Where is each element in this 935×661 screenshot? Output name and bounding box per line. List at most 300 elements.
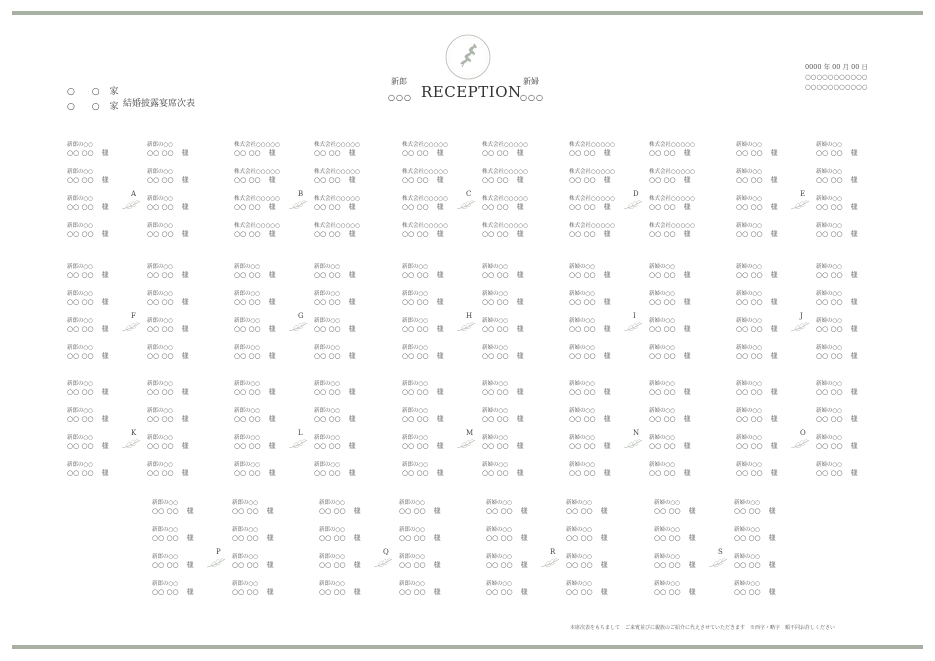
guest-name: [402, 271, 460, 280]
guest-name-text: ○○ ○○: [482, 203, 509, 211]
guest-affiliation: 新郎の○○: [232, 527, 259, 533]
guest-name: [314, 469, 372, 478]
guest-name: [67, 325, 125, 334]
guest-seat: [649, 435, 707, 451]
guest-seat: [736, 291, 794, 307]
guest-honorific: 様: [683, 388, 691, 396]
guest-seat: [67, 318, 125, 334]
guest-name: [649, 176, 707, 185]
guest-honorific: 様: [516, 325, 524, 333]
guest-affiliation: 新郎の○○: [147, 196, 174, 202]
family-row: ○ ○ 家: [67, 102, 119, 112]
guest-seat: [314, 142, 372, 158]
guest-affiliation: 新婦の○○: [736, 318, 763, 324]
table-g: [234, 264, 384, 374]
guest-seat: [816, 169, 874, 185]
guest-name-text: ○○ ○○: [147, 415, 174, 423]
guest-seat: [569, 408, 627, 424]
guest-name-text: ○○ ○○: [232, 507, 259, 515]
table-o: [736, 381, 886, 491]
guest-honorific: 様: [101, 176, 109, 184]
guest-seat: [649, 462, 707, 478]
guest-affiliation: 新郎の○○: [147, 435, 174, 441]
guest-affiliation: 新婦の○○: [654, 581, 681, 587]
guest-honorific: 様: [101, 203, 109, 211]
guest-honorific: 様: [770, 230, 778, 238]
guest-name: [234, 271, 292, 280]
guest-affiliation: 新郎の○○: [402, 318, 429, 324]
guest-seat: [566, 500, 624, 516]
guest-name-text: ○○ ○○: [482, 469, 509, 477]
guest-affiliation: 新婦の○○: [569, 345, 596, 351]
leaf-branch-icon: [121, 197, 141, 211]
guest-honorific: 様: [101, 271, 109, 279]
guest-name: [147, 176, 205, 185]
guest-name-text: ○○ ○○: [314, 203, 341, 211]
guest-name: [67, 203, 125, 212]
guest-affiliation: 新婦の○○: [569, 408, 596, 414]
guest-name: [152, 507, 210, 516]
guest-honorific: 様: [768, 507, 776, 515]
guest-name-text: ○○ ○○: [67, 176, 94, 184]
guest-affiliation: 新郎の○○: [319, 500, 346, 506]
guest-name-text: ○○ ○○: [152, 561, 179, 569]
guest-name: [232, 534, 290, 543]
guest-honorific: 様: [603, 352, 611, 360]
guest-honorific: 様: [268, 388, 276, 396]
guest-seat: [736, 381, 794, 397]
guest-honorific: 様: [181, 325, 189, 333]
guest-honorific: 様: [186, 507, 194, 515]
guest-name: [147, 388, 205, 397]
guest-name-text: ○○ ○○: [654, 507, 681, 515]
guest-name-text: ○○ ○○: [147, 325, 174, 333]
guest-name-text: ○○ ○○: [569, 298, 596, 306]
guest-affiliation: 新郎の○○: [314, 345, 341, 351]
guest-honorific: 様: [516, 469, 524, 477]
guest-seat: [654, 527, 712, 543]
guest-honorific: 様: [101, 298, 109, 306]
guest-name-text: ○○ ○○: [234, 415, 261, 423]
guest-name-text: ○○ ○○: [147, 352, 174, 360]
guest-name: [402, 298, 460, 307]
guest-honorific: 様: [353, 507, 361, 515]
guest-name: [402, 388, 460, 397]
guest-honorific: 様: [436, 469, 444, 477]
guest-honorific: 様: [770, 149, 778, 157]
guest-name: [816, 176, 874, 185]
guest-name: [816, 298, 874, 307]
guest-honorific: 様: [181, 442, 189, 450]
guest-honorific: 様: [516, 352, 524, 360]
guest-seat: [314, 223, 372, 239]
guest-affiliation: 新婦の○○: [736, 462, 763, 468]
guest-honorific: 様: [603, 469, 611, 477]
guest-honorific: 様: [770, 271, 778, 279]
guest-seat: [67, 264, 125, 280]
guest-name-text: ○○ ○○: [402, 149, 429, 157]
guest-seat: [67, 408, 125, 424]
guest-seat: [234, 318, 292, 334]
page-title: RECEPTION: [421, 83, 522, 101]
guest-name: [569, 388, 627, 397]
guest-name-text: ○○ ○○: [67, 149, 94, 157]
guest-honorific: 様: [101, 149, 109, 157]
leaf-branch-icon: [790, 436, 810, 450]
leaf-branch-icon: [708, 555, 728, 569]
guest-honorific: 様: [516, 271, 524, 279]
guest-name-text: ○○ ○○: [67, 415, 94, 423]
guest-affiliation: 新婦の○○: [566, 500, 593, 506]
guest-honorific: 様: [268, 415, 276, 423]
guest-name: [816, 469, 874, 478]
table-label: P: [216, 548, 221, 556]
guest-name-text: ○○ ○○: [402, 388, 429, 396]
table-label: S: [718, 548, 723, 556]
guest-honorific: 様: [768, 534, 776, 542]
guest-affiliation: 新婦の○○: [654, 554, 681, 560]
guest-name-text: ○○ ○○: [314, 298, 341, 306]
guest-seat: [67, 196, 125, 212]
guest-name-text: ○○ ○○: [319, 534, 346, 542]
bride-name-block: [520, 76, 544, 102]
guest-name: [67, 388, 125, 397]
guest-honorific: 様: [688, 561, 696, 569]
guest-name-text: ○○ ○○: [736, 271, 763, 279]
guest-name-text: ○○ ○○: [402, 176, 429, 184]
guest-affiliation: 新婦の○○: [736, 381, 763, 387]
guest-seat: [147, 435, 205, 451]
guest-name: [486, 534, 544, 543]
guest-affiliation: 新郎の○○: [152, 500, 179, 506]
table-label: F: [131, 312, 136, 320]
guest-honorific: 様: [268, 176, 276, 184]
guest-name-text: ○○ ○○: [234, 325, 261, 333]
guest-name-text: ○○ ○○: [67, 469, 94, 477]
guest-seat: [234, 291, 292, 307]
guest-name: [736, 469, 794, 478]
guest-seat: [314, 435, 372, 451]
guest-name-text: ○○ ○○: [67, 352, 94, 360]
guest-seat: [816, 345, 874, 361]
guest-name-text: ○○ ○○: [482, 415, 509, 423]
guest-name-text: ○○ ○○: [734, 561, 761, 569]
guest-name: [147, 415, 205, 424]
top-border-bar: [12, 11, 923, 15]
guest-name: [482, 415, 540, 424]
guest-name-text: ○○ ○○: [482, 176, 509, 184]
guest-name-text: ○○ ○○: [482, 442, 509, 450]
guest-seat: [402, 196, 460, 212]
guest-name-text: ○○ ○○: [649, 325, 676, 333]
guest-honorific: 様: [436, 298, 444, 306]
guest-honorific: 様: [516, 298, 524, 306]
guest-name: [486, 588, 544, 597]
guest-name-text: ○○ ○○: [67, 230, 94, 238]
guest-name-text: ○○ ○○: [649, 203, 676, 211]
guest-honorific: 様: [348, 203, 356, 211]
guest-honorific: 様: [683, 352, 691, 360]
guest-affiliation: 新婦の○○: [569, 264, 596, 270]
guest-name: [314, 415, 372, 424]
guest-name-text: ○○ ○○: [152, 507, 179, 515]
guest-name-text: ○○ ○○: [569, 203, 596, 211]
guest-affiliation: 新郎の○○: [152, 581, 179, 587]
guest-honorific: 様: [520, 534, 528, 542]
guest-name: [319, 507, 377, 516]
guest-name-text: ○○ ○○: [649, 149, 676, 157]
guest-seat: [736, 169, 794, 185]
guest-name: [569, 469, 627, 478]
guest-seat: [816, 142, 874, 158]
guest-honorific: 様: [688, 588, 696, 596]
guest-honorific: 様: [600, 534, 608, 542]
guest-name: [566, 588, 624, 597]
guest-name: [314, 298, 372, 307]
guest-seat: [234, 435, 292, 451]
guest-honorific: 様: [768, 561, 776, 569]
guest-affiliation: 株式会社○○○○○: [402, 169, 448, 175]
guest-name: [482, 442, 540, 451]
guest-affiliation: 新婦の○○: [482, 318, 509, 324]
guest-name-text: ○○ ○○: [234, 469, 261, 477]
guest-name-text: ○○ ○○: [816, 149, 843, 157]
guest-name: [654, 507, 712, 516]
guest-name: [67, 298, 125, 307]
table-label: Q: [383, 548, 389, 556]
guest-honorific: 様: [266, 588, 274, 596]
guest-name: [486, 561, 544, 570]
guest-honorific: 様: [181, 469, 189, 477]
guest-affiliation: 新郎の○○: [402, 291, 429, 297]
guest-affiliation: 新婦の○○: [816, 462, 843, 468]
guest-honorific: 様: [348, 469, 356, 477]
guest-seat: [314, 264, 372, 280]
guest-name: [649, 271, 707, 280]
guest-honorific: 様: [268, 442, 276, 450]
guest-seat: [649, 169, 707, 185]
guest-name: [402, 325, 460, 334]
guest-name: [566, 534, 624, 543]
guest-name-text: ○○ ○○: [67, 203, 94, 211]
guest-affiliation: 新婦の○○: [566, 554, 593, 560]
guest-name-text: ○○ ○○: [147, 203, 174, 211]
guest-seat: [67, 291, 125, 307]
guest-name-text: ○○ ○○: [736, 203, 763, 211]
guest-affiliation: 新婦の○○: [486, 500, 513, 506]
guest-honorific: 様: [600, 507, 608, 515]
guest-honorific: 様: [516, 388, 524, 396]
guest-name-text: ○○ ○○: [736, 298, 763, 306]
guest-affiliation: 新婦の○○: [816, 169, 843, 175]
guest-name-text: ○○ ○○: [402, 298, 429, 306]
guest-name-text: ○○ ○○: [649, 469, 676, 477]
guest-name: [147, 203, 205, 212]
guest-honorific: 様: [516, 442, 524, 450]
leaf-branch-icon: [121, 436, 141, 450]
guest-honorific: 様: [436, 352, 444, 360]
guest-honorific: 様: [688, 507, 696, 515]
guest-honorific: 様: [186, 534, 194, 542]
guest-seat: [569, 345, 627, 361]
table-i: [569, 264, 719, 374]
guest-name-text: ○○ ○○: [816, 298, 843, 306]
guest-name-text: ○○ ○○: [67, 442, 94, 450]
guest-seat: [402, 435, 460, 451]
guest-name: [816, 388, 874, 397]
guest-name: [314, 325, 372, 334]
guest-affiliation: 株式会社○○○○○: [482, 169, 528, 175]
guest-name: [234, 149, 292, 158]
guest-name: [234, 388, 292, 397]
guest-honorific: 様: [436, 176, 444, 184]
table-label: D: [633, 190, 639, 198]
guest-affiliation: 新婦の○○: [736, 408, 763, 414]
date-block: [805, 62, 868, 91]
guest-honorific: 様: [433, 534, 441, 542]
leaf-branch-icon: [790, 319, 810, 333]
guest-honorific: 様: [433, 588, 441, 596]
guest-name: [399, 561, 457, 570]
guest-name: [486, 507, 544, 516]
guest-honorific: 様: [683, 469, 691, 477]
guest-name-text: ○○ ○○: [736, 469, 763, 477]
guest-affiliation: 新婦の○○: [816, 196, 843, 202]
guest-seat: [736, 408, 794, 424]
guest-name: [402, 469, 460, 478]
guest-name-text: ○○ ○○: [402, 415, 429, 423]
guest-affiliation: 株式会社○○○○○: [234, 169, 280, 175]
guest-name-text: ○○ ○○: [566, 534, 593, 542]
guest-name-text: ○○ ○○: [67, 325, 94, 333]
guest-honorific: 様: [770, 388, 778, 396]
guest-seat: [649, 223, 707, 239]
guest-seat: [67, 381, 125, 397]
guest-affiliation: 新婦の○○: [734, 554, 761, 560]
bottom-border-bar: [12, 645, 923, 649]
guest-honorific: 様: [683, 176, 691, 184]
bride-name: ○○○: [520, 93, 544, 102]
guest-seat: [147, 462, 205, 478]
guest-seat: [482, 291, 540, 307]
guest-affiliation: 新婦の○○: [736, 345, 763, 351]
guest-name-text: ○○ ○○: [234, 442, 261, 450]
guest-affiliation: 新郎の○○: [147, 223, 174, 229]
guest-name-text: ○○ ○○: [736, 149, 763, 157]
guest-affiliation: 新郎の○○: [147, 142, 174, 148]
table-m: [402, 381, 552, 491]
guest-name: [147, 469, 205, 478]
guest-honorific: 様: [436, 415, 444, 423]
guest-honorific: 様: [603, 149, 611, 157]
guest-name: [314, 149, 372, 158]
guest-name: [736, 442, 794, 451]
guest-name: [649, 203, 707, 212]
guest-honorific: 様: [348, 415, 356, 423]
guest-name: [649, 149, 707, 158]
guest-seat: [734, 581, 792, 597]
guest-name: [649, 352, 707, 361]
guest-name-text: ○○ ○○: [232, 534, 259, 542]
guest-seat: [654, 500, 712, 516]
guest-affiliation: 新婦の○○: [569, 435, 596, 441]
guest-name: [67, 230, 125, 239]
guest-name: [569, 176, 627, 185]
guest-name-text: ○○ ○○: [566, 588, 593, 596]
guest-affiliation: 新婦の○○: [486, 554, 513, 560]
guest-affiliation: 新郎の○○: [234, 408, 261, 414]
guest-honorific: 様: [850, 415, 858, 423]
guest-name: [147, 230, 205, 239]
guest-name: [569, 352, 627, 361]
guest-name-text: ○○ ○○: [816, 415, 843, 423]
guest-affiliation: 新婦の○○: [736, 264, 763, 270]
guest-affiliation: 新郎の○○: [147, 408, 174, 414]
guest-name: [654, 534, 712, 543]
guest-name: [147, 298, 205, 307]
guest-affiliation: 新婦の○○: [569, 291, 596, 297]
guest-seat: [569, 264, 627, 280]
guest-name-text: ○○ ○○: [482, 230, 509, 238]
guest-name-text: ○○ ○○: [649, 442, 676, 450]
guest-affiliation: 新婦の○○: [482, 264, 509, 270]
guest-name-text: ○○ ○○: [649, 352, 676, 360]
guest-name: [67, 176, 125, 185]
guest-seat: [402, 318, 460, 334]
guest-seat: [566, 581, 624, 597]
guest-name: [569, 298, 627, 307]
guest-name-text: ○○ ○○: [486, 534, 513, 542]
guest-seat: [566, 554, 624, 570]
guest-honorific: 様: [186, 588, 194, 596]
guest-affiliation: 新郎の○○: [314, 462, 341, 468]
guest-seat: [402, 223, 460, 239]
guest-honorific: 様: [268, 298, 276, 306]
guest-seat: [67, 169, 125, 185]
guest-seat: [399, 500, 457, 516]
guest-name: [152, 588, 210, 597]
guest-name: [569, 230, 627, 239]
guest-name: [314, 352, 372, 361]
guest-seat: [649, 291, 707, 307]
guest-name-text: ○○ ○○: [319, 561, 346, 569]
guest-name-text: ○○ ○○: [234, 203, 261, 211]
guest-affiliation: 新郎の○○: [147, 345, 174, 351]
guest-name-text: ○○ ○○: [399, 534, 426, 542]
guest-name: [152, 561, 210, 570]
guest-seat: [649, 408, 707, 424]
guest-seat: [569, 169, 627, 185]
guest-seat: [152, 554, 210, 570]
guest-seat: [816, 318, 874, 334]
guest-affiliation: 新郎の○○: [319, 554, 346, 560]
leaf-branch-icon: [623, 197, 643, 211]
guest-seat: [736, 318, 794, 334]
leaf-branch-icon: [373, 555, 393, 569]
guest-honorific: 様: [433, 507, 441, 515]
guest-name: [232, 561, 290, 570]
guest-affiliation: 新郎の○○: [67, 345, 94, 351]
guest-name: [734, 507, 792, 516]
guest-honorific: 様: [770, 415, 778, 423]
guest-affiliation: 新郎の○○: [67, 318, 94, 324]
leaf-branch-icon: [121, 319, 141, 333]
guest-name-text: ○○ ○○: [482, 298, 509, 306]
guest-name: [569, 271, 627, 280]
guest-affiliation: 新郎の○○: [152, 554, 179, 560]
guest-affiliation: 新郎の○○: [319, 581, 346, 587]
guest-name: [232, 588, 290, 597]
